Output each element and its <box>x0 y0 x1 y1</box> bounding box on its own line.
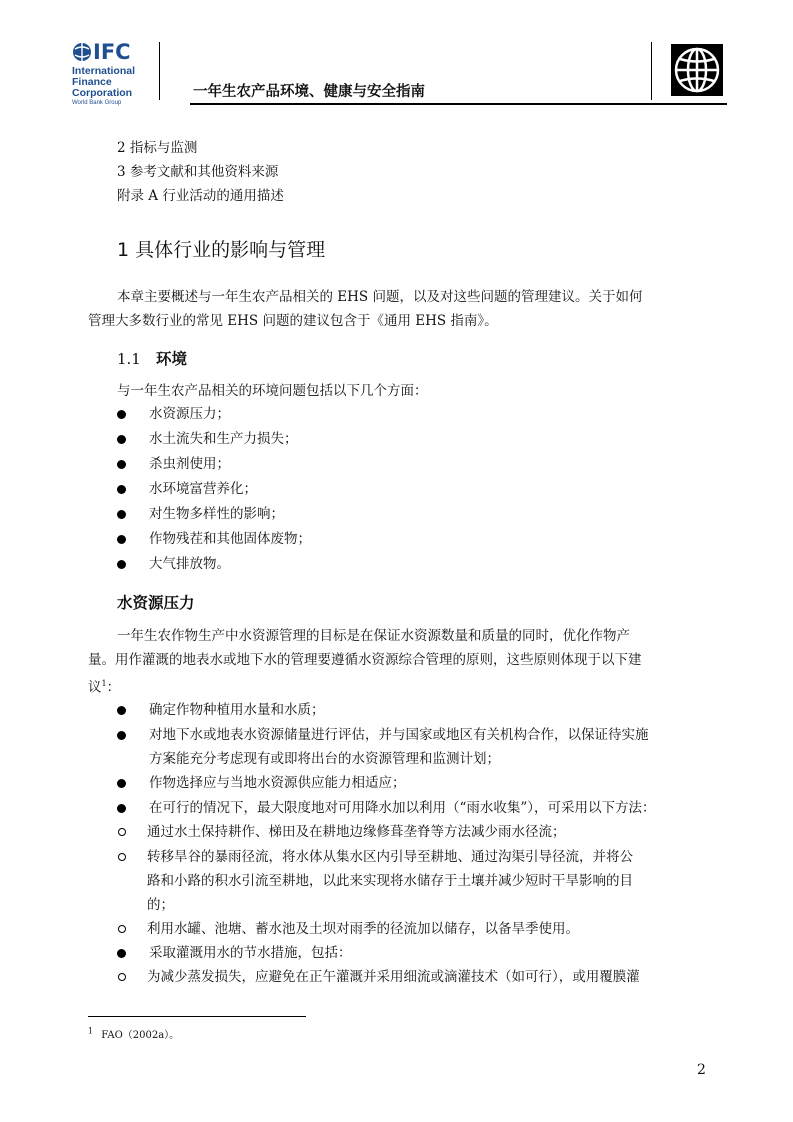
footnote-mark: 1 <box>88 1026 94 1036</box>
paragraph-line <box>88 675 120 697</box>
circle-bullet-icon <box>118 925 126 933</box>
list-item: 对地下水或地表水资源储量进行评估，并与国家或地区有关机构合作，以保证待实施 <box>149 727 649 743</box>
list-item: 对生物多样性的影响； <box>149 506 284 522</box>
circle-bullet-icon <box>118 853 126 861</box>
ifc-group: World Bank Group <box>72 100 122 106</box>
list-item: 确定作物种植用水量和水质； <box>149 702 325 718</box>
sub-list-item: 为减少蒸发损失，应避免在正午灌溉并采用细流或滴灌技术（如可行），或用覆膜灌 <box>147 969 640 985</box>
bullet-icon <box>117 949 126 958</box>
ifc-name-line: Corporation <box>72 87 133 99</box>
ifc-name <box>72 66 135 99</box>
circle-bullet-icon <box>118 973 126 981</box>
bullet-icon <box>117 435 126 444</box>
list-item-continuation: 路和小路的积水引流至耕地，以此来实现将水储存于土壤并减少短时干旱影响的目 <box>147 873 633 889</box>
bullet-icon <box>117 779 126 788</box>
toc-item: 附录 A 行业活动的通用描述 <box>117 188 284 204</box>
paragraph-text: 议 <box>88 679 102 696</box>
list-item: 杀虫剂使用； <box>149 456 230 472</box>
ifc-logo <box>72 41 147 107</box>
paragraph-text: ： <box>106 679 121 696</box>
list-item: 采取灌溉用水的节水措施，包括： <box>149 945 352 961</box>
paragraph-line: 管理大多数行业的常见 EHS 问题的建议包含于《通用 EHS 指南》。 <box>88 313 498 329</box>
world-bank-globe-icon <box>671 44 723 96</box>
sub-list-item: 利用水罐、池塘、蓄水池及土坝对雨季的径流加以储存，以备旱季使用。 <box>147 921 579 937</box>
toc-item: 2 指标与监测 <box>117 140 198 156</box>
ifc-globe-icon <box>72 41 92 63</box>
bullet-icon <box>117 485 126 494</box>
page-number: 2 <box>697 1062 706 1078</box>
list-item: 作物选择应与当地水资源供应能力相适应； <box>149 775 406 791</box>
sub-list-item: 转移旱谷的暴雨径流，将水体从集水区内引导至耕地、通过沟渠引导径流，并将公 <box>147 849 633 865</box>
subsection-number: 1.1 <box>117 350 141 368</box>
list-item: 水环境富营养化； <box>149 481 257 497</box>
bullet-icon <box>117 560 126 569</box>
list-item: 水资源压力； <box>149 406 230 422</box>
footnote-ref[interactable]: 1 <box>101 679 107 688</box>
paragraph-line: 与一年生农产品相关的环境问题包括以下几个方面： <box>117 383 428 399</box>
bullet-icon <box>117 706 126 715</box>
footnote <box>88 1026 179 1041</box>
bullet-icon <box>117 804 126 813</box>
subsection-heading <box>117 347 187 369</box>
bullet-icon <box>117 410 126 419</box>
sub-list-item: 通过水土保持耕作、梯田及在耕地边缘修葺垄脊等方法减少雨水径流； <box>147 824 566 840</box>
subsection-title: 环境 <box>155 350 187 368</box>
header-rule <box>190 103 727 105</box>
list-item: 水土流失和生产力损失； <box>149 431 298 447</box>
list-item: 在可行的情况下，最大限度地对可用降水加以利用（“雨水收集”），可采用以下方法： <box>149 800 656 816</box>
bullet-icon <box>117 510 126 519</box>
section-heading: 1 具体行业的影响与管理 <box>117 239 326 261</box>
toc-item: 3 参考文献和其他资料来源 <box>117 164 279 180</box>
ifc-mark: IFC <box>93 40 131 64</box>
list-item: 作物残茬和其他固体废物； <box>149 531 311 547</box>
bullet-icon <box>117 535 126 544</box>
topic-heading: 水资源压力 <box>117 594 195 612</box>
list-item-continuation: 方案能充分考虑现有或即将出台的水资源管理和监测计划； <box>149 751 500 767</box>
paragraph-line: 量。用作灌溉的地表水或地下水的管理要遵循水资源综合管理的原则，这些原则体现于以下建 <box>88 652 642 668</box>
footnote-text: FAO（2002a）。 <box>101 1030 180 1041</box>
list-item-continuation: 的； <box>147 897 174 913</box>
header-divider <box>159 42 160 100</box>
document-title: 一年生农产品环境、健康与安全指南 <box>193 84 425 100</box>
circle-bullet-icon <box>118 828 126 836</box>
bullet-icon <box>117 460 126 469</box>
ifc-name-line: Finance <box>72 76 112 88</box>
paragraph-line: 本章主要概述与一年生农产品相关的 EHS 问题，以及对这些问题的管理建议。关于如何 <box>117 289 643 305</box>
footnote-rule <box>88 1016 306 1017</box>
ifc-name-line: International <box>72 65 136 77</box>
header-divider <box>651 42 652 100</box>
paragraph-line: 一年生农作物生产中水资源管理的目标是在保证水资源数量和质量的同时，优化作物产 <box>117 628 630 644</box>
bullet-icon <box>117 731 126 740</box>
list-item: 大气排放物。 <box>149 556 230 572</box>
